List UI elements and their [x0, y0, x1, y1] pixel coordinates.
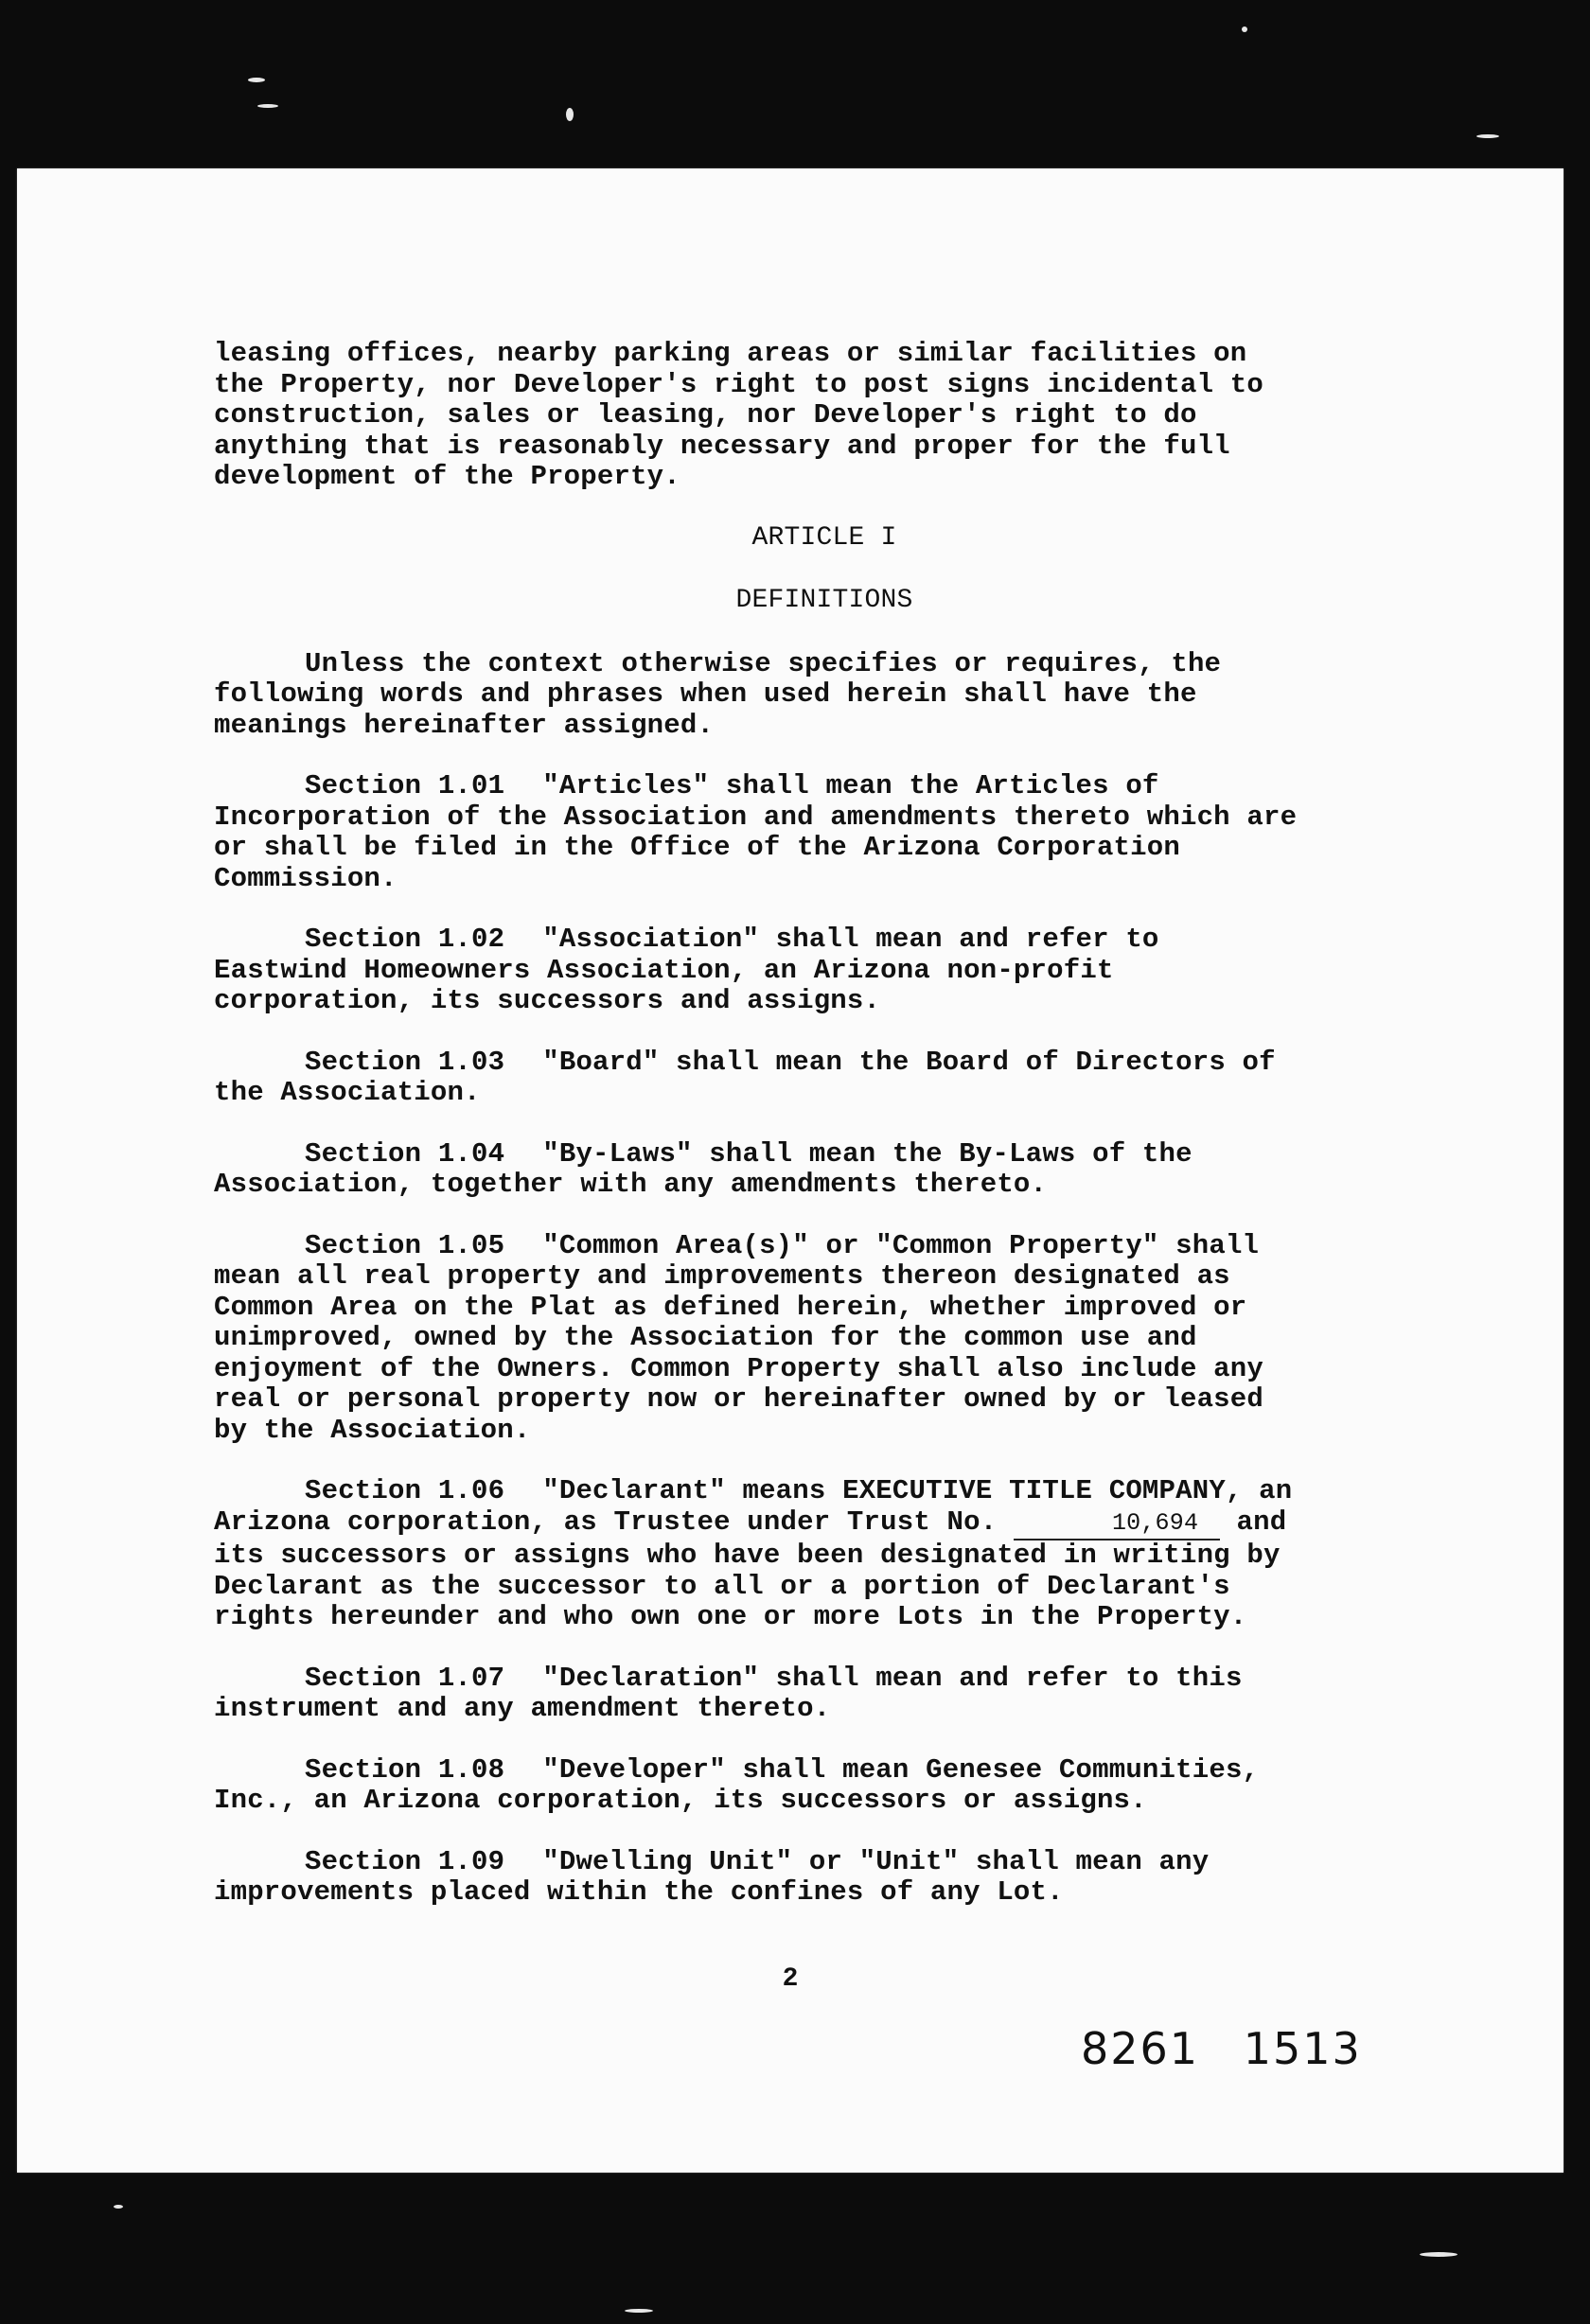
- section-text: "Declaration" shall mean and refer to this instrument and any amendment thereto.: [214, 1662, 1243, 1724]
- section-text: "Dwelling Unit" or "Unit" shall mean any improvements placed within the confines of any Lot.: [214, 1845, 1210, 1908]
- article-subtitle: DEFINITIONS: [735, 586, 913, 615]
- section-text: "Developer" shall mean Genesee Communities, Inc., an Arizona corporation, its successors or assigns.: [214, 1753, 1260, 1816]
- scan-speck: [257, 104, 278, 108]
- section-text: and its successors or assigns who have been designated in writing by Declarant as the successor to all or a portion of Declarant's rights hereunder and who own one or more Lots in the Property.: [214, 1505, 1287, 1632]
- section-text: "Common Area(s)" or "Common Property" shall mean all real property and improvements thereon designated as Common Area on the Plat as defined herein, whether improved or unimproved, owned by the Association for the common use and enjoyment of the Owners. Common Property shall also include any real or personal property now or hereinafter owned by or leased by the Association.: [214, 1229, 1263, 1446]
- trust-number: 10,694: [1014, 1508, 1220, 1541]
- section-text: "Declarant" means EXECUTIVE TITLE COMPANY, an Arizona corporation, as Trustee under Trust No.: [214, 1475, 1293, 1538]
- section-1-03: [214, 1048, 1435, 1109]
- section-heading: Section 1.03: [305, 1046, 505, 1078]
- section-heading: Section 1.02: [305, 924, 505, 955]
- section-text: "Articles" shall mean the Articles of Incorporation of the Association and amendments thereto which are or shall be filed in the Office of the Arizona Corporation Commission.: [214, 770, 1298, 894]
- scan-speck: [1476, 134, 1499, 138]
- section-1-04: [214, 1139, 1435, 1201]
- section-1-05: [214, 1231, 1435, 1447]
- article-title: ARTICLE I: [751, 522, 897, 553]
- recording-stamp: 8261 1513: [1081, 2023, 1362, 2074]
- section-heading: Section 1.01: [305, 770, 505, 801]
- section-text: "By-Laws" shall mean the By-Laws of the Association, together with any amendments thereto.: [214, 1137, 1192, 1200]
- section-1-09: [214, 1847, 1435, 1909]
- section-1-07: [214, 1664, 1435, 1725]
- section-text: "Board" shall mean the Board of Directors of the Association.: [214, 1046, 1276, 1108]
- section-heading: Section 1.04: [305, 1137, 505, 1170]
- document-body: [214, 339, 1435, 1939]
- section-heading: Section 1.05: [305, 1229, 505, 1261]
- section-heading: Section 1.07: [305, 1662, 505, 1694]
- scan-speck: [114, 2205, 123, 2209]
- scan-speck: [566, 108, 574, 121]
- opening-paragraph: leasing offices, nearby parking areas or similar facilities on the Property, nor Developer's right to post signs incidental to construction, sales or leasing, nor Developer's right to do anything that is reasonably necessary and proper for the full development of the Property.: [214, 338, 1263, 492]
- section-1-02: [214, 924, 1435, 1017]
- section-1-01: [214, 771, 1435, 894]
- intro-paragraph: Unless the context otherwise specifies or requires, the following words and phrases when used herein shall have the meanings hereinafter assigned.: [214, 647, 1222, 741]
- section-heading: Section 1.08: [305, 1753, 505, 1786]
- section-heading: Section 1.09: [305, 1845, 505, 1877]
- document-page: [17, 168, 1564, 2173]
- scan-speck: [1242, 26, 1247, 32]
- section-text: "Association" shall mean and refer to Eastwind Homeowners Association, an Arizona non-profit corporation, its successors and assigns.: [214, 924, 1159, 1016]
- scan-speck: [625, 2309, 653, 2313]
- section-heading: Section 1.06: [305, 1475, 505, 1506]
- section-1-06: [214, 1476, 1435, 1633]
- page-number: 2: [782, 1964, 799, 1994]
- scan-speck: [248, 78, 265, 82]
- section-1-08: [214, 1755, 1435, 1817]
- scan-speck: [1420, 2252, 1458, 2257]
